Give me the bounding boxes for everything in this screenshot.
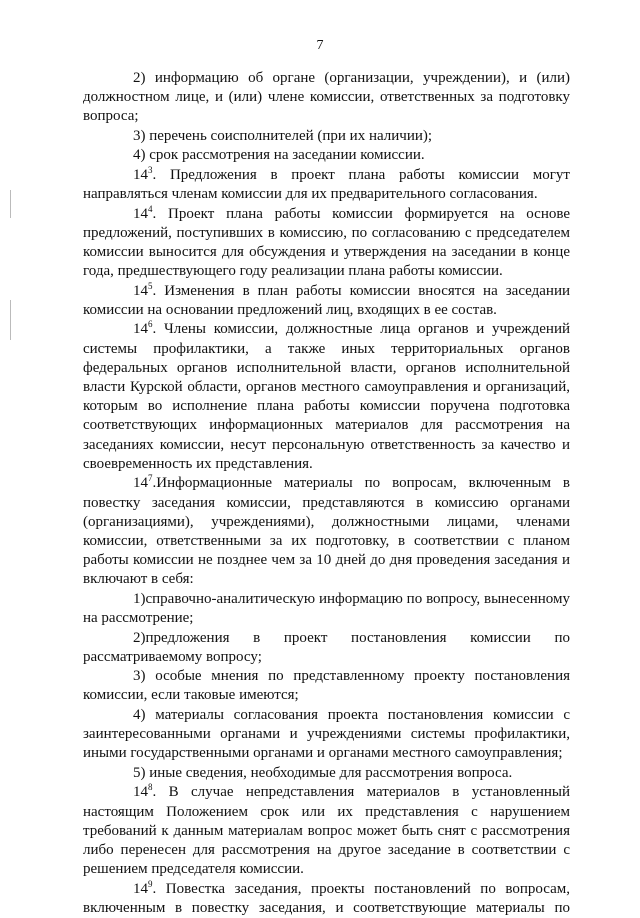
- paragraph: $14^8$. В случае непредставления материалов в установленный настоящим Положением срок или их представления с нарушением требований к данным материалам вопрос может быть снят с рассмотрения либо перенесен для рассмотрения на другое заседание в соответствии с решением председателя комиссии.: [83, 782, 570, 878]
- scan-margin-mark: [10, 190, 11, 218]
- paragraph: $14^9$. Повестка заседания, проекты постановлений по вопросам, включенным в повестку заседания, и соответствующие материалы по: [83, 878, 570, 916]
- paragraph: 3) перечень соисполнителей (при их наличии);: [133, 127, 433, 144]
- paragraph: 4) материалы согласования проекта постановления комиссии с заинтересованными органами и учреждениями системы профилактики, иными государственными органами и органами местного самоуправления;: [83, 706, 570, 762]
- paragraph: 4) срок рассмотрения на заседании комиссии.: [133, 147, 425, 164]
- paragraph: $14^7.Информационные$ материалы по вопросам, включенным в повестку заседания комиссии, представляются в комиссию органами (организациями), учреждениями), должностными лицами, членами комиссии, ответственными за их подготовку, в соответствии с планом работы комиссии не позднее чем за 10 дней до дня проведения заседания и включают в себя:: [83, 473, 570, 588]
- page-number: 7: [316, 38, 324, 53]
- paragraph: 5) иные сведения, необходимые для рассмотрения вопроса.: [133, 764, 513, 781]
- paragraph: 2)предложения в проект постановления комиссии по рассматриваемому вопросу;: [83, 629, 570, 665]
- paragraph: $14^3$. Предложения в проект плана работы комиссии могут направляться членам комиссии для их предварительного согласования.: [83, 164, 570, 203]
- paragraph: 1)справочно-аналитическую информацию по вопросу, вынесенному на рассмотрение;: [83, 590, 570, 627]
- paragraph: 2) информацию об органе (организации, учреждении), и (или) должностном лице, и (или) члене комиссии, ответственных за подготовку вопроса;: [83, 70, 570, 125]
- scan-margin-mark: [10, 300, 11, 340]
- paragraph: 3) особые мнения по представленному проекту постановления комиссии, если таковые имеются;: [83, 668, 570, 704]
- paragraph: $14^6$. Члены комиссии, должностные лица органов и учреждений системы профилактики, а также иных территориальных органов федеральных органов исполнительной власти, органов исполнительной власти Курской области, органов местного самоуправления и организаций, которым во исполнение плана работы комиссии поручена подготовка соответствующих информационных материалов для рассмотрения на заседаниях комиссии, несут персональную ответственность за качество и своевременность их представления.: [83, 319, 570, 472]
- document-body: [83, 69, 570, 918]
- paragraph: $14^5$. Изменения в план работы комиссии вносятся на заседании комиссии на основании предложений лиц, входящих в ее состав.: [83, 280, 570, 318]
- paragraph: $14^4$. Проект плана работы комиссии формируется на основе предложений, поступивших в комиссию, по согласованию с председателем комиссии выносится для обсуждения и утверждения на заседании в конце года, предшествующего году реализации плана работы комиссии.: [83, 203, 570, 280]
